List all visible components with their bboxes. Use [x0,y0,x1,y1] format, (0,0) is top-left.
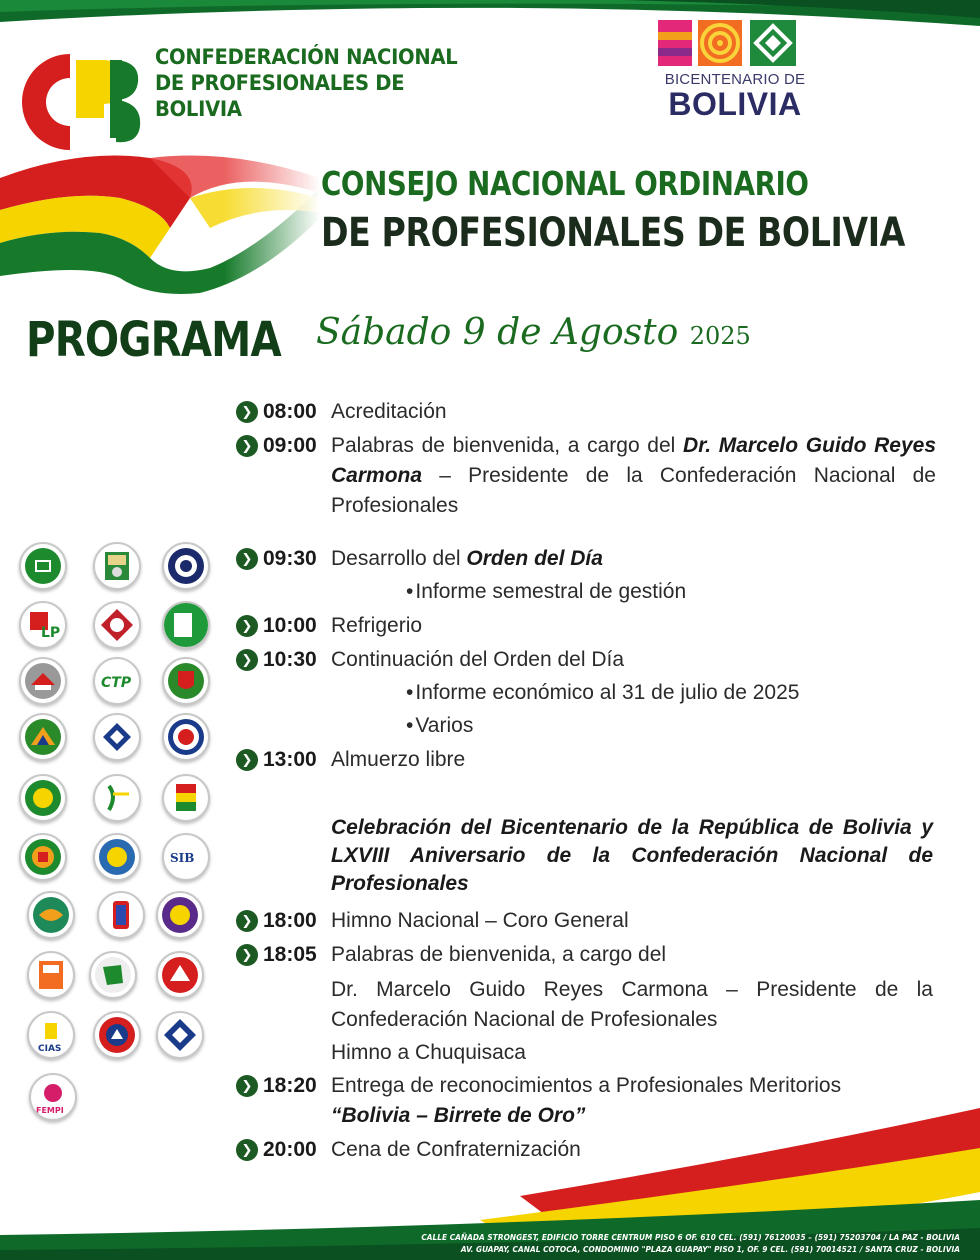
schedule-text: – Presidente de la Confederación Nacional de Profesionales [331,464,936,517]
member-logo [19,601,67,649]
arrow-circle-icon: ❯ [236,1139,258,1161]
footer-address-la-paz: CALLE CAÑADA STRONGEST, EDIFICIO TORRE CENTRUM PISO 6 OF. 610 CEL. (591) 76120035 – (591) 75203704 / LA PAZ - BOLIVIA [421,1232,960,1242]
member-logo [89,951,137,999]
member-logo [162,601,210,649]
hymn-line: Himno a Chuquisaca [331,1041,526,1064]
member-logo [162,713,210,761]
org-name-line2: DE PROFESIONALES DE BOLIVIA [155,71,405,121]
schedule-description: Acreditación [331,400,447,423]
member-logo [27,951,75,999]
arrow-circle-icon: ❯ [236,435,258,457]
arrow-circle-icon: ❯ [236,1075,258,1097]
member-logo [93,833,141,881]
schedule-description: Palabras de bienvenida, a cargo del [331,943,667,966]
arrow-circle-icon: ❯ [236,910,258,932]
schedule-item-0900 [236,431,936,521]
member-logo [19,774,67,822]
bicentenario-country: BOLIVIA [668,86,802,122]
member-logo [162,542,210,590]
member-logo-text: SIB [170,851,195,865]
schedule-time: 10:00 [263,614,317,637]
arrow-circle-icon: ❯ [236,548,258,570]
member-logo [156,1011,204,1059]
member-logo [93,774,141,822]
org-name-line1: CONFEDERACIÓN NACIONAL [155,45,458,69]
member-logo [19,657,67,705]
member-logo [93,713,141,761]
bicentenario-logo [654,18,814,70]
sub-item: • Informe semestral de gestión [406,577,686,607]
schedule-time: 18:05 [263,943,317,966]
schedule-item-1300 [236,745,936,775]
schedule-description [331,544,936,574]
member-logo [162,774,210,822]
schedule-description: Refrigerio [331,614,423,637]
schedule-item-1030 [236,645,936,675]
member-logo-text: FEMPI [36,1106,64,1115]
organization-name [155,44,490,122]
schedule-item-1000 [236,611,936,641]
member-logo-text: CIAS [38,1044,62,1054]
bicentenario-label: BICENTENARIO DE [664,71,806,88]
member-logo [19,833,67,881]
bolivian-flag-ribbon [0,118,320,298]
member-logo [93,542,141,590]
arrow-circle-icon: ❯ [236,615,258,637]
member-logo-text: LP [41,625,61,641]
arrow-circle-icon: ❯ [236,749,258,771]
event-date [316,312,751,353]
schedule-time: 18:20 [263,1074,317,1097]
event-date-text: Sábado 9 de Agosto [316,312,679,353]
arrow-circle-icon: ❯ [236,401,258,423]
agenda-emphasis: Orden del Día [466,547,603,570]
member-logo-text: CTP [101,675,132,691]
schedule-item-0800 [236,397,936,427]
member-logo [27,1011,75,1059]
arrow-circle-icon: ❯ [236,944,258,966]
schedule-description: Cena de Confraternización [331,1138,581,1161]
schedule-description: Almuerzo libre [331,748,466,771]
speaker-line: Dr. Marcelo Guido Reyes Carmona – Presidente de la Confederación Nacional de Profesionales [331,978,933,1031]
member-logo [93,601,141,649]
sub-item: • Informe económico al 31 de julio de 2025 [406,678,799,708]
schedule-description: Continuación del Orden del Día [331,648,625,671]
member-logo [156,891,204,939]
member-logo [93,1011,141,1059]
schedule-item-1800 [236,906,936,936]
award-name: “Bolivia – Birrete de Oro” [331,1104,586,1127]
event-year: 2025 [689,322,751,350]
schedule-time: 20:00 [263,1138,317,1161]
member-logo [162,833,210,881]
programa-heading: PROGRAMA [26,312,281,368]
member-logo [19,542,67,590]
speaker-name: Dr. Marcelo Guido Reyes Carmona [331,434,937,487]
member-logo [19,713,67,761]
top-decorative-band [0,0,980,26]
schedule-time: 08:00 [263,400,317,423]
schedule-time: 10:30 [263,648,317,671]
schedule-description: Himno Nacional – Coro General [331,909,629,932]
event-title-line1: CONSEJO NACIONAL ORDINARIO [321,164,809,203]
arrow-circle-icon: ❯ [236,649,258,671]
schedule-text: Entrega de reconocimientos a Profesionales Meritorios [331,1074,842,1097]
schedule-text: Palabras de bienvenida, a cargo del [331,434,684,457]
event-title-line2: DE PROFESIONALES DE BOLIVIA [321,210,905,256]
schedule-time: 09:30 [263,547,317,570]
celebration-heading: Celebración del Bicentenario de la República de Bolivia y LXVIII Aniversario de la Confederación Nacional de Profesionales [331,816,933,895]
footer-address-santa-cruz: AV. GUAPAY, CANAL COTOCA, CONDOMINIO "PLAZA GUAPAY" PISO 1, OF. 9 CEL. (591) 70014521 / SANTA CRUZ - BOLIVIA [460,1244,960,1254]
member-logo [93,657,141,705]
schedule-item-0930 [236,544,936,574]
schedule-description [331,431,936,521]
schedule-text: Desarrollo del [331,547,467,570]
member-logo [162,657,210,705]
schedule-time: 09:00 [263,434,317,457]
schedule-item-1805 [236,940,936,970]
member-logo [97,891,145,939]
member-logo [156,951,204,999]
sub-item: • Varios [406,711,473,741]
member-logo [27,891,75,939]
schedule-time: 13:00 [263,748,317,771]
schedule-time: 18:00 [263,909,317,932]
